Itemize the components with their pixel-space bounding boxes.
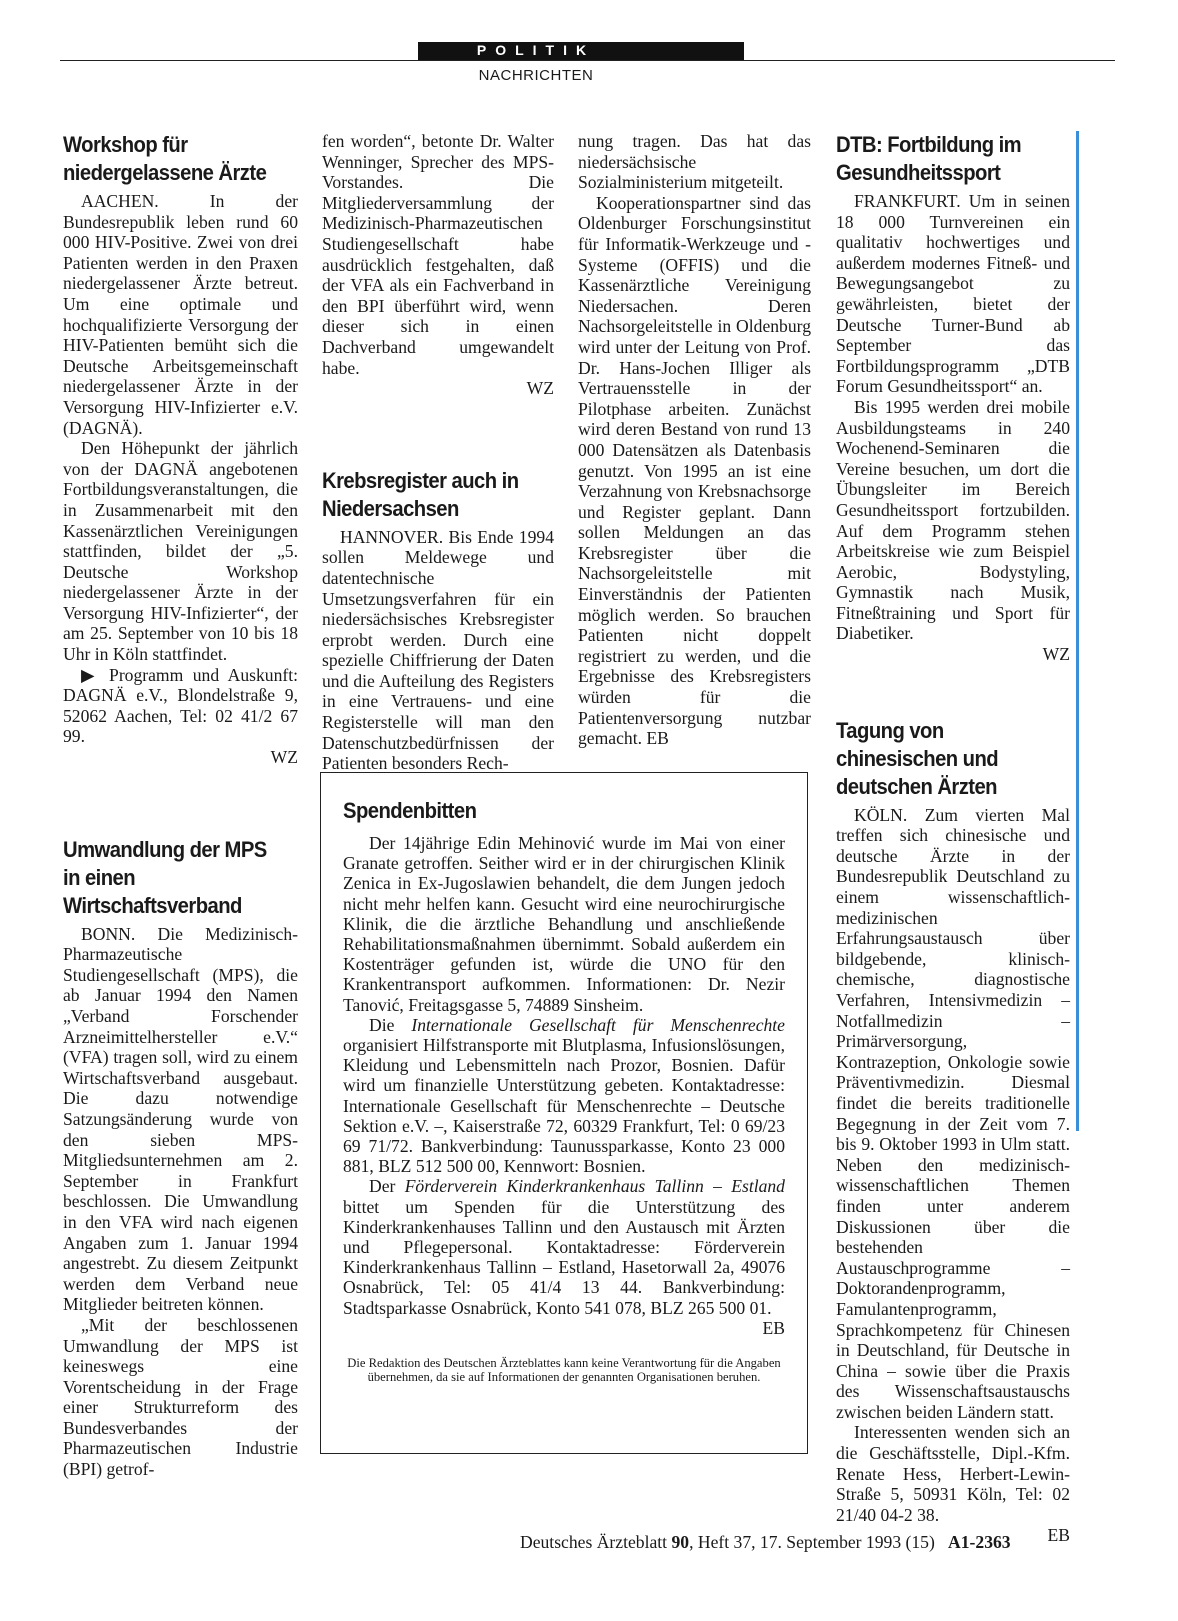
headline-spendenbitten: Spendenbitten xyxy=(343,798,477,823)
paragraph xyxy=(343,1015,785,1177)
paragraph: AACHEN. In der Bundesrepublik leben rund 60 000 HIV-Positive. Zwei von drei Patienten werden in den Praxen niedergelassener Ärzte betreut. Um eine optimale und hochqualifizierte Versorgung der HIV-Patienten bemüht sich die Deutsche Arbeitsgemeinschaft niedergelassener Ärzte in der Versorgung HIV-Infizierter e.V. (DAGNÄ). xyxy=(63,191,298,438)
page-number: A1-2363 xyxy=(948,1532,1011,1552)
paragraph: FRANKFURT. Um in seinen 18 000 Turnvereinen ein qualitativ hochwertiges und außerdem modernes Fitneß- und Bewegungsangebot zu gewährleisten, bietet der Deutsche Turner-Bund ab September das Fortbildungsprogramm „DTB Forum Gesundheitssport“ an. xyxy=(836,191,1070,397)
text: Die xyxy=(369,1014,412,1035)
paragraph: Interessenten wenden sich an die Geschäftsstelle, Dipl.-Kfm. Renate Hess, Herbert-Lewin-Straße 5, 50931 Köln, Tel: 02 21/40 04-2 38. xyxy=(836,1422,1070,1525)
paragraph: KÖLN. Zum vierten Mal treffen sich chinesische und deutsche Ärzte in der Bundesrepublik Deutschland zu einem wissenschaftlich-medizinischen Erfahrungsaustausch über bildgebende, klinisch-chemische, diagnostische Verfahren, Intensivmedizin – Notfallmedizin – Primärversorgung, Kontrazeption, Onkologie sowie Präventivmedizin. Diesmal findet die bereits traditionelle Begegnung in der Zeit vom 7. bis 9. Oktober 1993 in Ulm statt. Neben den medizinisch-wissenschaftlichen Themen finden unter anderem Diskussionen über die bestehenden Austauschprogramme – Doktorandenprogramm, Famulantenprogramm, Sprachkompetenz für Chinesen in Deutschland, für Deutsche in China – sowie über die Praxis des Wissenschaftsaustauschs zwischen beiden Ländern statt. xyxy=(836,804,1070,1422)
organization-name: Förderverein Kinderkrankenhaus Tallinn – Estland xyxy=(404,1176,785,1197)
journal-name: Deutsches Ärzteblatt xyxy=(520,1532,668,1552)
spacer xyxy=(836,665,1070,717)
spendenbitten-box xyxy=(320,772,808,1454)
paragraph: Kooperationspartner sind das Oldenburger Forschungsinstitut für Informatik-Werkzeuge und -Systeme (OFFIS) und die Kassenärztliche Vereinigung Niedersachen. Deren Nachsorgeleitstelle in Oldenburg wird unter der Leitung von Prof. Dr. Hans-Jochen Illiger als Vertrauensstelle in der Pilotphase arbeiten. Zunächst wird deren Bestand von rund 13 000 Datensätzen als Datenbasis genutzt. Von 1995 an ist eine Verzahnung von Krebsnachsorge und Register geplant. Dann sollen Meldungen an das Krebsregister über die Nachsorgeleitstelle mit Einverständnis der Patienten möglich werden. So brauchen Patienten nicht doppelt registriert zu werden, und die Ergebnisse des Krebsregisters würden für die Patientenversorgung nutzbar gemacht. EB xyxy=(578,192,811,749)
headline-workshop: Workshop für niedergelassene Ärzte xyxy=(63,132,267,185)
disclaimer-note: Die Redaktion des Deutschen Ärzteblattes kann keine Verantwortung für die Angaben übernehmen, da sie auf Informationen der genannten Organisationen beruhen. xyxy=(347,1356,781,1385)
column-4 xyxy=(836,131,1070,1546)
paragraph: „Mit der beschlossenen Umwandlung der MPS ist keineswegs eine Vorentscheidung in der Frage einer Strukturreform des Bundesverbandes der Pharmazeutischen Industrie (BPI) getrof- xyxy=(63,1314,298,1480)
column-3 xyxy=(578,131,811,749)
headline-krebsregister: Krebsregister auch in Niedersachsen xyxy=(322,467,519,521)
text: Der xyxy=(369,1176,405,1197)
author-signature: EB xyxy=(1047,1525,1070,1546)
headline-mps: Umwandlung der MPS in einen Wirtschaftsverband xyxy=(63,836,267,918)
headline-tagung: Tagung von chinesischen und deutschen Ärzten xyxy=(836,717,999,799)
paragraph: ▶ Programm und Auskunft: DAGNÄ e.V., Blondelstraße 9, 52062 Aachen, Tel: 02 41/2 67 99. xyxy=(63,664,298,747)
column-2 xyxy=(322,131,554,774)
section-title: POLITIK xyxy=(476,42,596,58)
author-signature: WZ xyxy=(1042,644,1070,665)
header-rule xyxy=(60,60,1115,61)
author-signature: WZ xyxy=(526,378,554,399)
organization-name: Internationale Gesellschaft für Menschenrechte xyxy=(411,1014,785,1035)
spacer xyxy=(322,399,554,467)
author-signature: EB xyxy=(762,1317,785,1338)
headline-dtb: DTB: Fortbildung im Gesundheitssport xyxy=(836,132,1022,185)
paragraph: Bis 1995 werden drei mobile Ausbildungsteams in 240 Wochenend-Seminaren die Vereine besuchen, um dort die Übungsleiter im Bereich Gesundheitssport fortzubilden. Auf dem Programm stehen Arbeitskreise wie zum Beispiel Aerobic, Bodystyling, Gymnastik nach Musik, Fitneßtraining und Sport für Diabetiker. xyxy=(836,396,1070,644)
volume-number: 90 xyxy=(671,1532,690,1552)
spacer xyxy=(63,768,298,836)
paragraph: Den Höhepunkt der jährlich von der DAGNÄ angebotenen Fortbildungsveranstaltungen, die in Zusammenarbeit mit den Kassenärztlichen Vereinigungen stattfinden, bildet der „5. Deutsche Workshop niedergelassener Ärzte in der Versorgung HIV-Infizierter“, der am 25. September von 10 bis 18 Uhr in Köln stattfindet. xyxy=(63,438,298,665)
paragraph: BONN. Die Medizinisch-Pharmazeutische Studiengesellschaft (MPS), die ab Januar 1994 den Namen „Verband Forschender Arzneimittelhersteller e.V.“ (VFA) tragen soll, wird zu einem Wirtschaftsverband ausgebaut. Die dazu notwendige Satzungsänderung wurde von den sieben MPS-Mitgliedsunternehmen am 2. September in Frankfurt beschlossen. Die Umwandlung in den VFA wird nach eigenen Angaben zum 1. Januar 1994 angestrebt. Zu diesem Zeitpunkt werden dem Verband neue Mitglieder beitreten können. xyxy=(63,923,298,1315)
text: organisiert Hilfstransporte mit Blutplasma, Infusionslösungen, Kleidung und Lebensmitteln nach Prozor, Bosnien. Dafür wird um finanzielle Unterstützung gebeten. Kontaktadresse: Internationale Gesellschaft für Menschenrechte – Deutsche Sektion e.V. –, Kaiserstraße 72, 60329 Frankfurt, Tel: 0 69/23 69 71/72. Bankverbindung: Taunussparkasse, Konto 23 000 881, BLZ 512 500 00, Kennwort: Bosnien. xyxy=(343,1035,785,1177)
section-subtitle: NACHRICHTEN xyxy=(478,67,594,84)
page-footer xyxy=(520,1532,1011,1553)
column-1 xyxy=(63,131,298,1480)
column-accent-rule xyxy=(1076,131,1079,1131)
paragraph: nung tragen. Das hat das niedersächsische Sozialministerium mitgeteilt. xyxy=(578,131,811,193)
paragraph xyxy=(343,1176,785,1317)
issue-info: , Heft 37, 17. September 1993 (15) xyxy=(689,1532,935,1552)
paragraph: fen worden“, betonte Dr. Walter Wenninger, Sprecher des MPS-Vorstandes. Die Mitgliederversammlung der Medizinisch-Pharmazeutischen Studiengesellschaft habe ausdrücklich festgehalten, daß der VFA als ein Fachverband in den BPI überführt wird, wenn dieser sich in einen Dachverband umgewandelt habe. xyxy=(322,131,554,378)
paragraph: Der 14jährige Edin Mehinović wurde im Mai von einer Granate getroffen. Seither wird er in der chirurgischen Klinik Zenica in Ex-Jugoslawien behandelt, die dem Jungen jedoch nicht mehr helfen kann. Gesucht wird eine neurochirurgische Klinik, die die ärztliche Behandlung und anschließende Rehabilitationsmaßnahmen übernimmt. Sobald außerdem ein Kostenträger gefunden ist, würde die UNO für den Krankentransport aufkommen. Informationen: Dr. Nezir Tanović, Freitagsgasse 5, 74889 Sinsheim. xyxy=(343,833,785,1015)
paragraph: HANNOVER. Bis Ende 1994 sollen Meldewege und datentechnische Umsetzungsverfahren für ein niedersächsisches Krebsregister erprobt werden. Durch eine spezielle Chiffrierung der Daten und die Aufteilung des Registers in eine Vertrauens- und eine Registerstelle will man den Datenschutzbedürfnissen der Patienten besonders Rech- xyxy=(322,526,554,774)
author-signature: WZ xyxy=(270,747,298,768)
text: bittet um Spenden für die Unterstützung des Kinderkrankenhauses Tallinn und den Austausch mit Ärzten und Pflegepersonal. Kontaktadresse: Förderverein Kinderkrankenhaus Tallinn – Estland, Hasetorwall 2a, 49076 Osnabrück, Tel: 05 41/4 13 44. Bankverbindung: Stadtsparkasse Osnabrück, Konto 541 078, BLZ 265 500 01. xyxy=(343,1196,785,1318)
